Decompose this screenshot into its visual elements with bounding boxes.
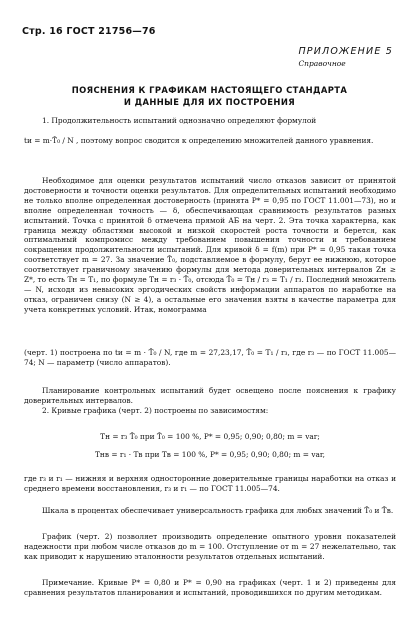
equation-2: Tнв = r₁ · Tв при Tв = 100 %, P* = 0,95; 0,90; 0,80; m = var,: [95, 450, 325, 459]
paragraph-6: где r₃ и r₁ — нижняя и верхняя односторонние доверительные границы наработки на отказ и среднего времени восстановления, r₃ и r₁ — по ГОСТ 11.005—74.: [24, 474, 396, 493]
appendix-subtitle: Справочное: [298, 59, 346, 68]
note-paragraph: Примечание. Кривые P* = 0,80 и P* = 0,90 на графиках (черт. 1 и 2) приведены для сравнения результатов планирования и испытаний, проводившихся по другим методикам.: [24, 578, 396, 597]
page-header: Стр. 16 ГОСТ 21756—76: [22, 26, 156, 37]
appendix-block: [298, 46, 393, 68]
document-title: [0, 84, 419, 108]
formula-1: tи = m·T̂₀ / N , поэтому вопрос сводится к определению множителей данного уравнения.: [24, 136, 374, 145]
paragraph-1: 1. Продолжительность испытаний однозначно определяют формулой: [42, 116, 317, 125]
paragraph-8: График (черт. 2) позволяет производить определение опытного уровня показателей надежности при любом числе отказов до m = 100. Отступление от m = 27 нежелательно, так как приводит к нарушению эталонности результатов отдельных испытаний.: [24, 532, 396, 561]
document-title-line-1: ПОЯСНЕНИЯ К ГРАФИКАМ НАСТОЯЩЕГО СТАНДАРТА: [71, 85, 348, 95]
paragraph-2: Необходимое для оценки результатов испытаний число отказов зависит от принятой достоверности и точности оценки результатов. Для определительных испытаний необходимо не только вполне определенная достоверность (принята P* = 0,95 по ГОСТ 11.001—73), но и вполне определенная точность — δ, обеспечивающая сравнимость результатов разных испытаний. Точка с принятой δ отмечена прямой АБ на черт. 2. Эта точка характерна, как граница между областями высокой и низкой скоростей роста точности и берется, как оптимальный компромисс между требованием повышения точности и требованием сокращения продолжительности испытаний. Для кривой δ = f(m) при P* = 0,95 такая точка соответствует m = 27. За значение T̂₀, подставляемое в формулу, берут ее нижнюю, которое соответствует граничному значению формулы для метода доверительных интервалов Zн ≥ Z*, то есть Tн = T₁, по формуле Tн = r₃ · T̂₀, отсюда T̂₀ = Tн / r₃ = T₁ / r₃. Последний множитель — N, исходя из невысоких эргодических свойств информации аппаратов по наработке на отказ, ограничен снизу (N ≥ 4), а остальные его значения взяты в качестве параметра для учета конкретных условий. Итак, номограмма: [24, 176, 396, 314]
paragraph-5: 2. Кривые графика (черт. 2) построены по зависимостям:: [42, 406, 269, 415]
document-title-line-2: И ДАННЫЕ ДЛЯ ИХ ПОСТРОЕНИЯ: [123, 97, 296, 107]
equation-1: Tн = r₃ T̂₀ при T̂₀ = 100 %, P* = 0,95; 0,90; 0,80; m = var;: [100, 432, 320, 441]
paragraph-7: Шкала в процентах обеспечивает универсальность графика для любых значений T̂₀ и T̂в.: [42, 506, 394, 515]
paragraph-4: Планирование контрольных испытаний будет освещено после пояснения к графику доверительных интервалов.: [24, 386, 396, 405]
paragraph-3: (черт. 1) построена по tи = m · T̂₀ / N, где m = 27,23,17, T̂₀ = T₁ / r₃, где r₃ — по ГОСТ 11.005—74; N — параметр (число аппаратов).: [24, 348, 396, 367]
appendix-title: ПРИЛОЖЕНИЕ 5: [298, 46, 393, 57]
